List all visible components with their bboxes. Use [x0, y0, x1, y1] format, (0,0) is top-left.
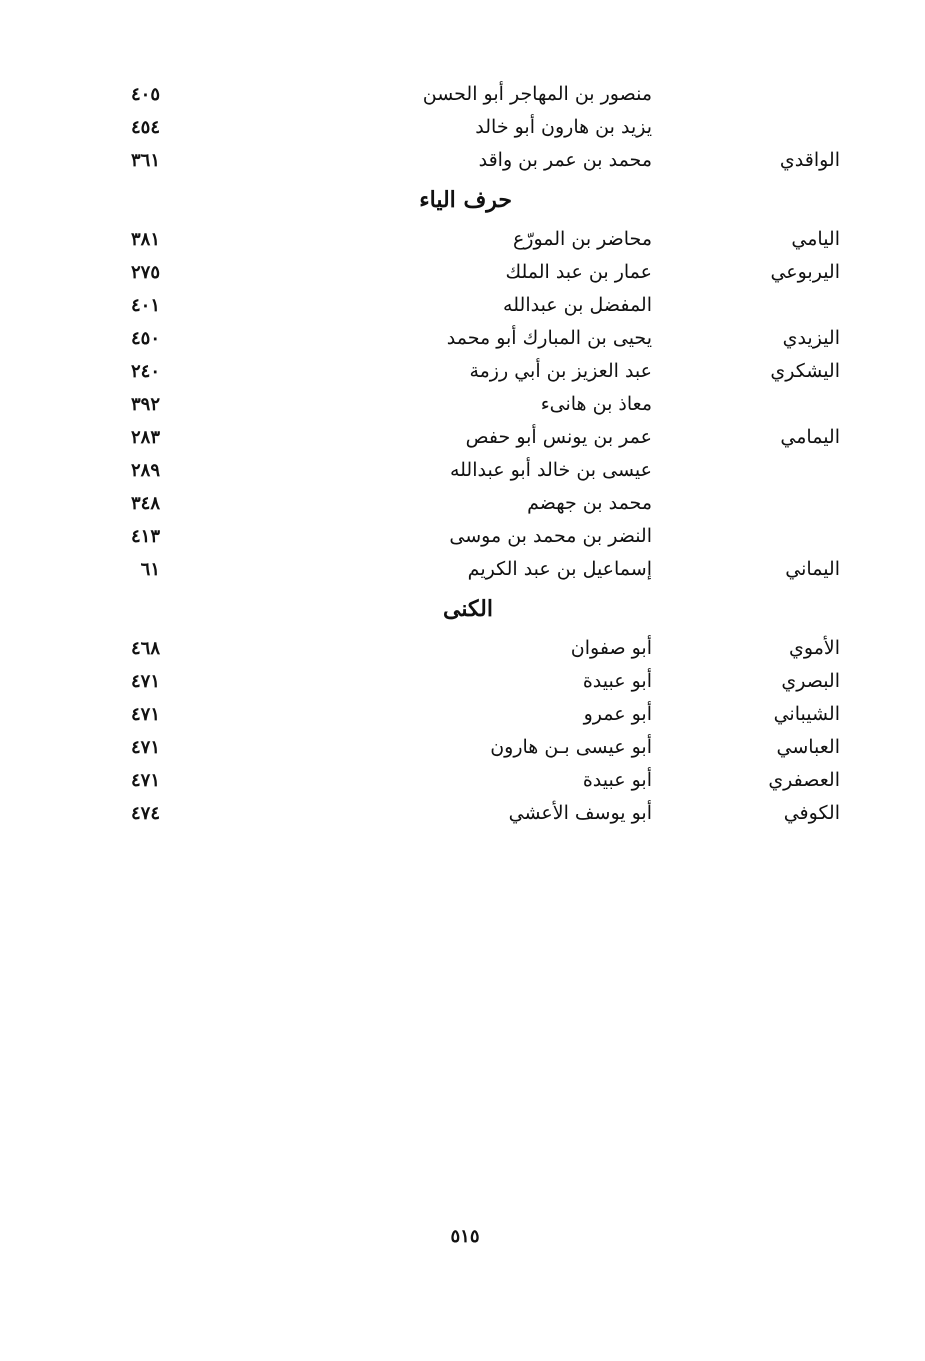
- narrator-name: عيسى بن خالد أبو عبدالله: [449, 459, 652, 481]
- page-reference: ٤٧١: [130, 704, 160, 725]
- index-row: [100, 289, 845, 322]
- page-reference: ٢٨٣: [130, 427, 160, 448]
- nisba-label: الأموي: [789, 637, 840, 659]
- index-row: [100, 223, 845, 256]
- nisba-label: الشيباني: [773, 703, 840, 725]
- index-row: [100, 454, 845, 487]
- page-reference: ٤٦٨: [130, 638, 160, 659]
- index-row: [100, 731, 845, 764]
- index-row: [100, 78, 845, 111]
- narrator-name: إسماعيل بن عبد الكريم: [467, 558, 652, 580]
- nisba-label: البصري: [781, 670, 840, 692]
- page-reference: ٤٧١: [130, 770, 160, 791]
- page-reference: ٢٤٠: [130, 361, 160, 382]
- nisba-label: اليربوعي: [770, 261, 840, 283]
- index-row: [100, 355, 845, 388]
- section-heading-text: الكنى: [443, 596, 493, 622]
- page-reference: ٣٨١: [130, 229, 160, 250]
- narrator-name: محاضر بن المورّع: [512, 228, 652, 250]
- nisba-label: الواقدي: [779, 149, 840, 171]
- page-reference: ٦١: [140, 559, 160, 580]
- narrator-name: عمار بن عبد الملك: [505, 261, 652, 283]
- index-row: [100, 764, 845, 797]
- page-reference: ٣٩٢: [130, 394, 160, 415]
- narrator-name: محمد بن عمر بن واقد: [478, 149, 652, 171]
- page-reference: ٤٠١: [130, 295, 160, 316]
- index-row: [100, 665, 845, 698]
- nisba-label: العباسي: [776, 736, 840, 758]
- page-reference: ٤٥٠: [130, 328, 160, 349]
- section-heading-kuna: [100, 586, 845, 632]
- section-heading-ya: [100, 177, 845, 223]
- nisba-label: اليشكري: [770, 360, 840, 382]
- page-reference: ٤٧١: [130, 737, 160, 758]
- nisba-label: اليامي: [791, 228, 840, 250]
- narrator-name: أبو عيسى بـن هارون: [490, 736, 652, 758]
- index-row: [100, 797, 845, 830]
- page-reference: ٤٠٥: [130, 84, 160, 105]
- narrator-name: عمر بن يونس أبو حفص: [465, 426, 652, 448]
- index-content: [100, 78, 845, 830]
- nisba-label: الكوفي: [783, 802, 840, 824]
- narrator-name: معاذ بن هانىء: [540, 393, 652, 415]
- index-row: [100, 553, 845, 586]
- narrator-name: أبو عمرو: [583, 703, 652, 725]
- narrator-name: النضر بن محمد بن موسى: [449, 525, 652, 547]
- index-row: [100, 256, 845, 289]
- narrator-name: محمد بن جهضم: [527, 492, 652, 514]
- narrator-name: منصور بن المهاجر أبو الحسن: [422, 83, 652, 105]
- page-reference: ٢٨٩: [130, 460, 160, 481]
- index-row: [100, 520, 845, 553]
- section-heading-text: حرف الياء: [419, 187, 512, 213]
- index-row: [100, 632, 845, 665]
- narrator-name: يزيد بن هارون أبو خالد: [475, 116, 652, 138]
- narrator-name: يحيى بن المبارك أبو محمد: [446, 327, 652, 349]
- nisba-label: اليماني: [785, 558, 840, 580]
- nisba-label: اليمامي: [780, 426, 840, 448]
- nisba-label: اليزيدي: [782, 327, 840, 349]
- page-reference: ٣٤٨: [130, 493, 160, 514]
- index-row: [100, 144, 845, 177]
- index-row: [100, 111, 845, 144]
- narrator-name: أبو عبيدة: [582, 769, 652, 791]
- page-reference: ٣٦١: [130, 150, 160, 171]
- page-reference: ٤٧١: [130, 671, 160, 692]
- narrator-name: عبد العزيز بن أبي رزمة: [469, 360, 652, 382]
- index-row: [100, 388, 845, 421]
- page-number: ٥١٥: [450, 1226, 480, 1247]
- index-row: [100, 698, 845, 731]
- narrator-name: أبو يوسف الأعشي: [508, 802, 652, 824]
- narrator-name: المفضل بن عبدالله: [503, 294, 652, 316]
- narrator-name: أبو عبيدة: [582, 670, 652, 692]
- narrator-name: أبو صفوان: [570, 637, 652, 659]
- index-row: [100, 421, 845, 454]
- nisba-label: العصفري: [768, 769, 840, 791]
- page-reference: ٤١٣: [130, 526, 160, 547]
- page-reference: ٢٧٥: [130, 262, 160, 283]
- index-row: [100, 322, 845, 355]
- page-reference: ٤٥٤: [130, 117, 160, 138]
- page-reference: ٤٧٤: [130, 803, 160, 824]
- index-row: [100, 487, 845, 520]
